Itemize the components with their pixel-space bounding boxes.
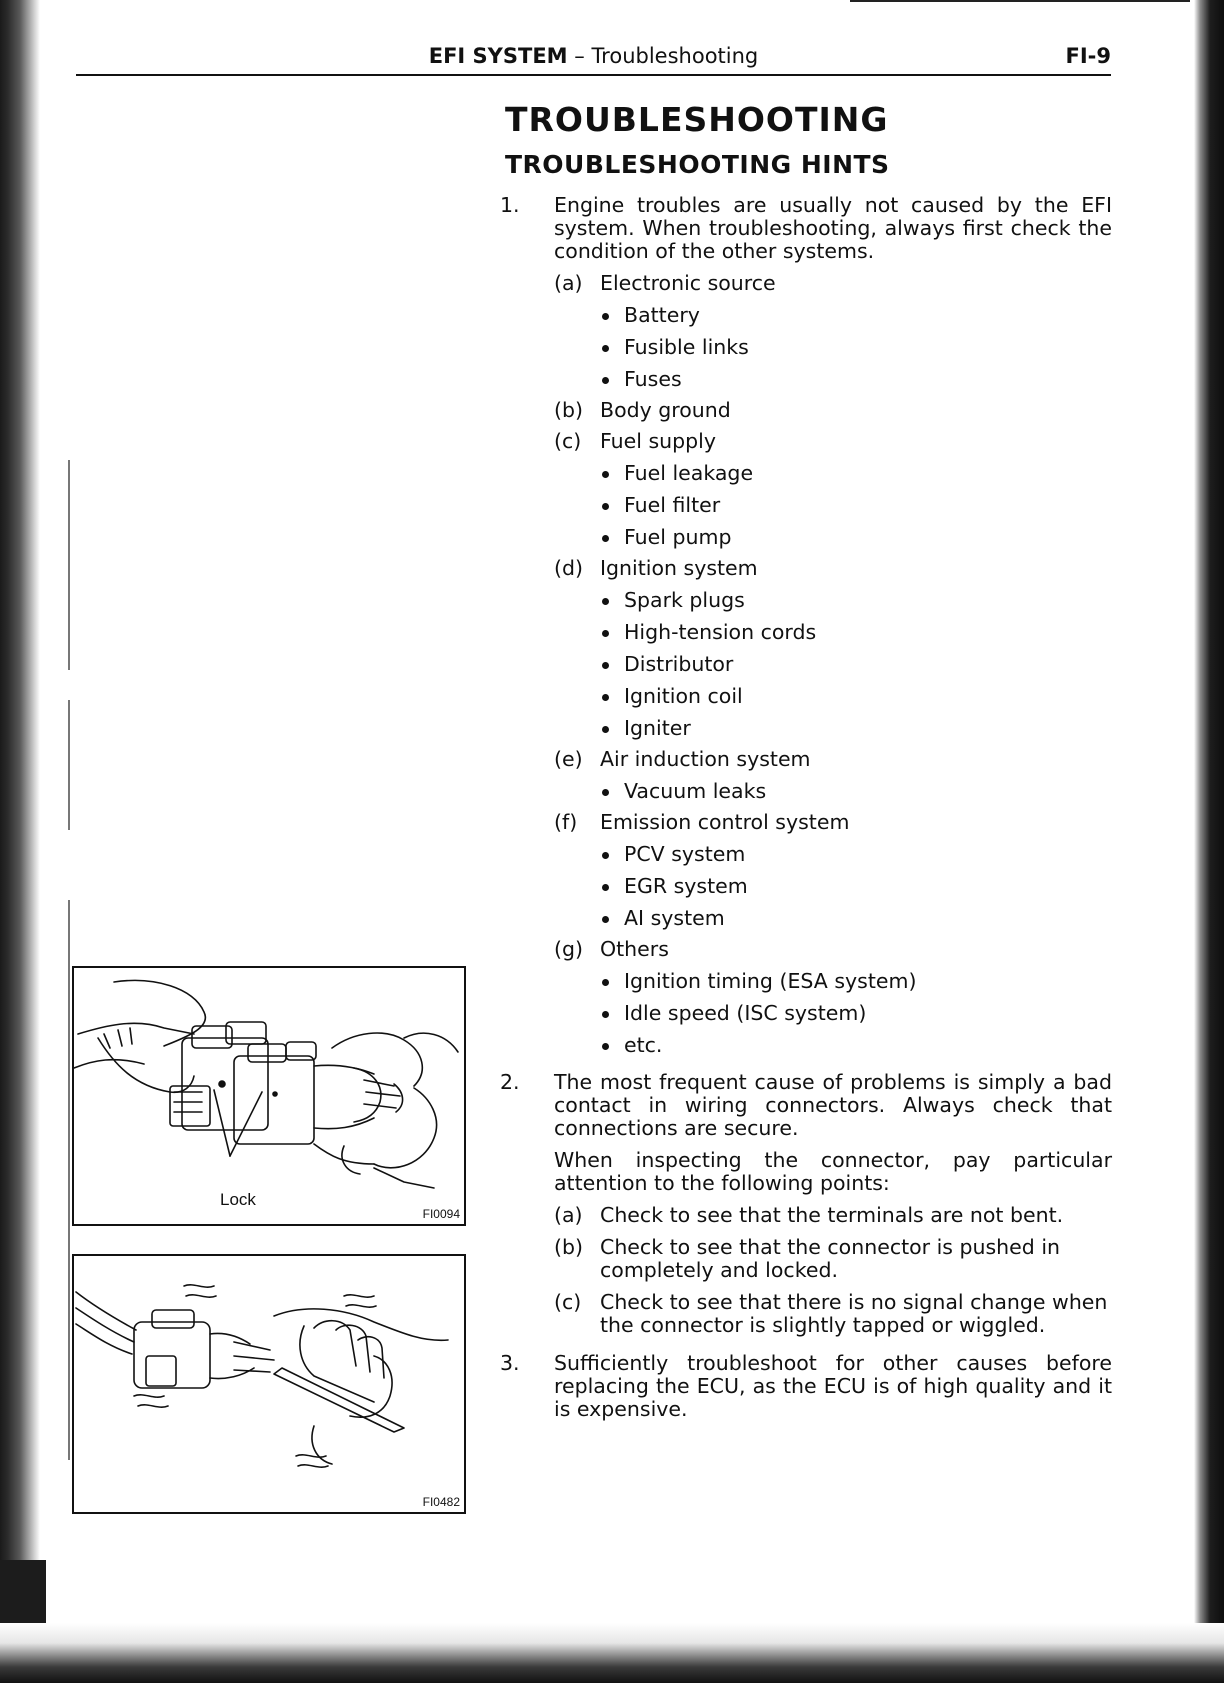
header-topic: Troubleshooting [591,44,759,68]
bullet-item: EGR system [600,875,1112,898]
sub-item-text: Air induction system [600,747,811,771]
lock-label: Lock [220,1190,256,1209]
sub-item-text: Check to see that the connector is pushed in completely and locked. [600,1235,1061,1282]
scan-edge-bottom [0,1623,1224,1683]
hint-paragraph: The most frequent cause of problems is simply a bad contact in wiring connectors. Always check that connections are secure. [554,1070,1112,1140]
sub-item-label: (d) [554,556,584,580]
figure-connector-lock [72,966,466,1226]
sub-item-text: Fuel supply [600,429,717,453]
header-separator: – [567,44,592,68]
section-subtitle: TROUBLESHOOTING HINTS [505,150,890,179]
bullet-item: Fusible links [600,336,1112,359]
scan-mark [68,460,70,670]
sub-item-text: Body ground [600,398,731,422]
hint-subitems [554,272,1112,1057]
sub-item-label: (f) [554,810,578,834]
bullet-list [600,462,1112,549]
hint-paragraph: When inspecting the connector, pay particular attention to the following points: [554,1148,1112,1195]
bullet-list [600,304,1112,391]
connector-tapping-illustration [74,1256,464,1512]
figure-id: FI0094 [422,1207,460,1221]
header-title [76,44,1111,68]
hint-subitems [554,1204,1112,1337]
sub-item [554,399,1112,422]
sub-item-text: Electronic source [600,271,776,295]
sub-item [554,272,1112,391]
hint-paragraph: Engine troubles are usually not caused by the EFI system. When troubleshooting, always first check the condition of the other systems. [554,193,1112,263]
hint-item [500,1071,1112,1337]
sub-item-label: (a) [554,1203,583,1227]
bullet-item: Fuel filter [600,494,1112,517]
hint-item [500,194,1112,1057]
hint-number: 2. [500,1070,520,1094]
sub-item-label: (c) [554,429,582,453]
page-title: TROUBLESHOOTING [505,100,889,139]
sub-item [554,938,1112,1057]
bullet-item: Idle speed (ISC system) [600,1002,1112,1025]
bullet-item: Fuel leakage [600,462,1112,485]
hints-list [500,194,1112,1421]
bullet-item: Distributor [600,653,1112,676]
hint-item [500,1352,1112,1421]
sub-item-label: (c) [554,1290,582,1314]
bullet-item: Ignition coil [600,685,1112,708]
bullet-item: Spark plugs [600,589,1112,612]
scan-mark [68,700,70,830]
scan-mark [68,900,70,1460]
hint-number: 1. [500,193,520,217]
sub-item-text: Ignition system [600,556,758,580]
sub-item-text: Check to see that the terminals are not bent. [600,1203,1064,1227]
bullet-list [600,589,1112,740]
bullet-item: Igniter [600,717,1112,740]
page-number: FI-9 [1065,44,1111,68]
sub-item [554,811,1112,930]
sub-item [554,1291,1112,1337]
sub-item-label: (a) [554,271,583,295]
bullet-item: AI system [600,907,1112,930]
sub-item-label: (e) [554,747,583,771]
hint-paragraph: Sufficiently troubleshoot for other causes before replacing the ECU, as the ECU is of high quality and it is expensive. [554,1351,1112,1421]
bullet-list [600,780,1112,803]
sub-item-label: (g) [554,937,584,961]
bullet-item: Fuel pump [600,526,1112,549]
scan-edge-right [1194,0,1224,1683]
bullet-list [600,970,1112,1057]
sub-item-text: Emission control system [600,810,850,834]
hint-number: 3. [500,1351,520,1375]
figure-connector-tapping [72,1254,466,1514]
sub-item [554,1204,1112,1227]
sub-item [554,430,1112,549]
sub-item [554,748,1112,803]
sub-item-text: Others [600,937,669,961]
header-section: EFI SYSTEM [428,44,568,68]
sub-item-label: (b) [554,1235,584,1259]
bullet-item: Ignition timing (ESA system) [600,970,1112,993]
sub-item [554,1236,1112,1282]
bullet-item: Vacuum leaks [600,780,1112,803]
sub-item-text: Check to see that there is no signal change when the connector is slightly tapped or wiggled. [600,1290,1108,1337]
bullet-item: PCV system [600,843,1112,866]
sub-item [554,557,1112,740]
bullet-list [600,843,1112,930]
scan-edge-top [850,0,1190,2]
bullet-item: Battery [600,304,1112,327]
scan-edge-left [0,0,40,1600]
figure-id: FI0482 [422,1495,460,1509]
sub-item-label: (b) [554,398,584,422]
bullet-item: High-tension cords [600,621,1112,644]
bullet-item: etc. [600,1034,1112,1057]
connector-lock-illustration [74,968,464,1224]
running-header [76,44,1111,76]
bullet-item: Fuses [600,368,1112,391]
